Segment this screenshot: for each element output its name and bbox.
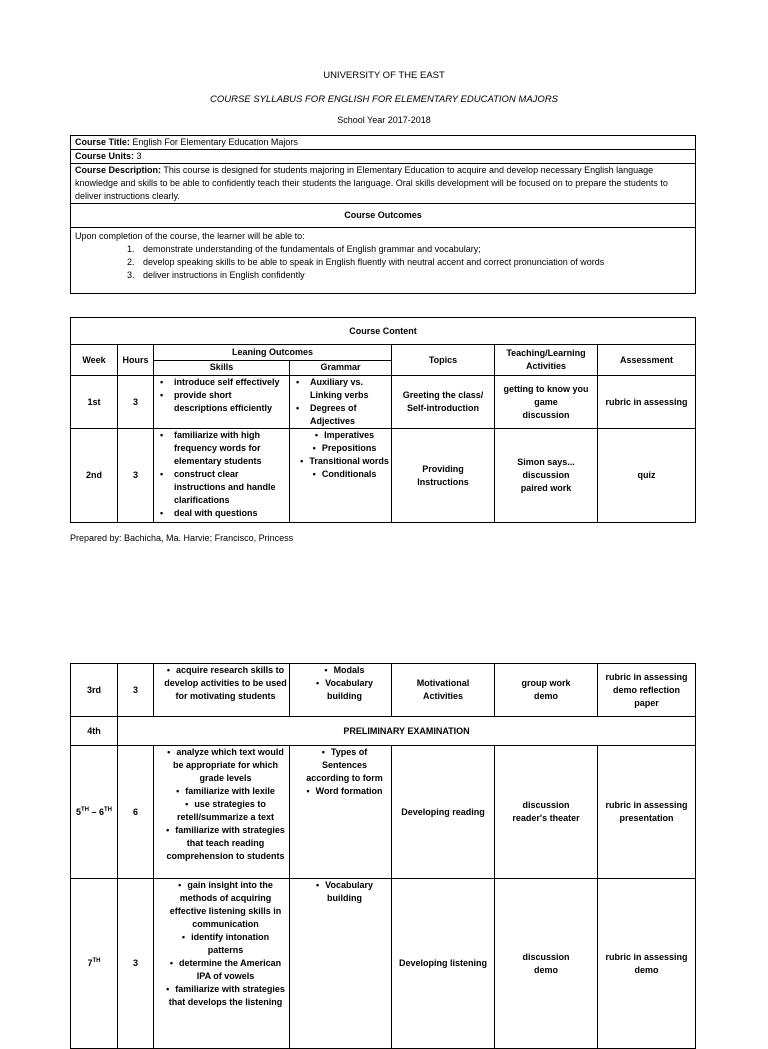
table-row <box>71 429 696 523</box>
grammar-cell <box>290 429 392 523</box>
grammar-list <box>292 746 389 798</box>
outcomes-intro: Upon completion of the course, the learner will be able to: <box>75 231 305 241</box>
header-skills: Skills <box>154 360 290 376</box>
activities-cell: getting to know you game discussion <box>495 376 598 429</box>
header-grammar: Grammar <box>290 360 392 376</box>
week-range: – 6 <box>89 806 105 817</box>
table-row <box>71 717 696 746</box>
course-content-continued-table <box>70 663 696 1049</box>
grammar-list <box>292 879 389 905</box>
hours-cell: 6 <box>118 746 154 879</box>
hours-cell: 3 <box>118 376 154 429</box>
hours-cell: 3 <box>118 664 154 717</box>
skills-cell <box>154 429 290 523</box>
course-outcomes-cell <box>71 228 696 294</box>
assessment-cell: rubric in assessing presentation <box>598 746 696 879</box>
list-item: • familiarize with strategies that develops the listening <box>156 983 287 1009</box>
list-item: • familiarize with lexile <box>156 785 287 798</box>
grammar-cell <box>290 879 392 1049</box>
header-week: Week <box>71 345 118 376</box>
week-suffix: TH <box>81 806 89 813</box>
list-item: • provide short descriptions efficiently <box>156 389 287 415</box>
list-item: • use strategies to retell/summarize a text <box>156 798 287 824</box>
list-item: • Conditionals <box>292 468 389 481</box>
week-cell <box>71 879 118 1049</box>
table-row <box>71 746 696 879</box>
week-cell <box>71 746 118 879</box>
exam-cell: PRELIMINARY EXAMINATION <box>118 717 696 746</box>
header-learning-outcomes: Leaning Outcomes <box>154 345 392 361</box>
week-number: 5 <box>75 806 81 817</box>
course-content-table <box>70 317 696 523</box>
activities-cell: discussion reader's theater <box>495 746 598 879</box>
grammar-cell <box>290 664 392 717</box>
topics-cell: Motivational Activities <box>392 664 495 717</box>
skills-list <box>156 429 287 520</box>
list-item: • Vocabulary building <box>292 879 389 905</box>
activities-cell: Simon says... discussion paired work <box>495 429 598 523</box>
topics-cell: Providing Instructions <box>392 429 495 523</box>
course-title-cell <box>71 136 696 150</box>
skills-cell <box>154 879 290 1049</box>
skills-cell <box>154 664 290 717</box>
activities-cell: discussion demo <box>495 879 598 1049</box>
list-item: • Imperatives <box>292 429 389 442</box>
hours-cell: 3 <box>118 879 154 1049</box>
list-item: • Degrees of Adjectives <box>292 402 389 428</box>
week-number: 7 <box>87 958 93 968</box>
skills-cell <box>154 746 290 879</box>
course-outcomes-heading: Course Outcomes <box>71 204 696 228</box>
assessment-cell: rubric in assessing <box>598 376 696 429</box>
header-topics: Topics <box>392 345 495 376</box>
list-item: • familiarize with high frequency words for elementary students <box>156 429 287 468</box>
list-item: • familiarize with strategies that teach reading comprehension to students <box>156 824 287 863</box>
prepared-by: Prepared by: Bachicha, Ma. Harvie; Francisco, Princess <box>70 533 294 543</box>
list-item: • Auxiliary vs. Linking verbs <box>292 376 389 402</box>
skills-list <box>156 746 287 863</box>
list-item: • Word formation <box>292 785 389 798</box>
grammar-cell <box>290 746 392 879</box>
week-cell: 2nd <box>71 429 118 523</box>
week-cell: 4th <box>71 717 118 746</box>
assessment-cell: rubric in assessing demo reflection paper <box>598 664 696 717</box>
course-info-table <box>70 135 696 294</box>
grammar-list <box>292 376 389 428</box>
table-row <box>71 376 696 429</box>
skills-list <box>156 376 287 415</box>
week-cell: 3rd <box>71 664 118 717</box>
list-item: • analyze which text would be appropriate for which grade levels <box>156 746 287 785</box>
header-assessment: Assessment <box>598 345 696 376</box>
course-title-label: Course Title: <box>75 137 130 147</box>
list-item: • deal with questions <box>156 507 287 520</box>
list-item: • identify intonation patterns <box>156 931 287 957</box>
list-item: • construct clear instructions and handle clarifications <box>156 468 287 507</box>
list-item: • Types of Sentences according to form <box>292 746 389 785</box>
topics-cell: Greeting the class/ Self-introduction <box>392 376 495 429</box>
course-content-heading: Course Content <box>71 318 696 345</box>
list-item: • Transitional words <box>292 455 389 468</box>
list-item: • determine the American IPA of vowels <box>156 957 287 983</box>
list-item: • Prepositions <box>292 442 389 455</box>
course-description-label: Course Description: <box>75 165 162 175</box>
activities-cell: group work demo <box>495 664 598 717</box>
week-suffix: TH <box>92 958 101 964</box>
week-suffix: TH <box>104 806 113 813</box>
header-activities: Teaching/Learning Activities <box>495 345 598 376</box>
table-row <box>71 879 696 1049</box>
course-units-label: Course Units: <box>75 151 135 161</box>
grammar-cell <box>290 376 392 429</box>
school-year: School Year 2017-2018 <box>337 115 431 125</box>
course-units-value: 3 <box>136 151 142 161</box>
header-hours: Hours <box>118 345 154 376</box>
course-units-cell <box>71 150 696 164</box>
outcome-item: 1. demonstrate understanding of the fundamentals of English grammar and vocabulary; <box>137 243 691 256</box>
topics-cell: Developing listening <box>392 879 495 1049</box>
list-item: • introduce self effectively <box>156 376 287 389</box>
university-name: UNIVERSITY OF THE EAST <box>323 70 445 81</box>
assessment-cell: quiz <box>598 429 696 523</box>
skills-list <box>156 664 287 703</box>
assessment-cell: rubric in assessing demo <box>598 879 696 1049</box>
course-description-value: This course is designed for students majoring in Elementary Education to acquire and develop necessary English language knowledge and skills to be able to confidently teach their students the language. Oral skills development will be focused on to prepare the students to deliver instructions clearly. <box>75 165 668 201</box>
outcome-item: 3. deliver instructions in English confidently <box>137 269 691 282</box>
list-item: • Modals <box>292 664 389 677</box>
table-row <box>71 664 696 717</box>
topics-cell: Developing reading <box>392 746 495 879</box>
outcomes-list <box>75 243 691 282</box>
week-cell: 1st <box>71 376 118 429</box>
outcome-item: 2. develop speaking skills to be able to speak in English fluently with neutral accent and correct pronunciation of words <box>137 256 691 269</box>
course-description-cell <box>71 164 696 204</box>
list-item: • gain insight into the methods of acquiring effective listening skills in communication <box>156 879 287 931</box>
hours-cell: 3 <box>118 429 154 523</box>
syllabus-title: COURSE SYLLABUS FOR ENGLISH FOR ELEMENTARY EDUCATION MAJORS <box>209 94 559 105</box>
grammar-list <box>292 664 389 703</box>
grammar-list <box>292 429 389 481</box>
course-title-value: English For Elementary Education Majors <box>132 137 298 147</box>
skills-cell <box>154 376 290 429</box>
list-item: • acquire research skills to develop activities to be used for motivating students <box>156 664 287 703</box>
skills-list <box>156 879 287 1009</box>
list-item: • Vocabulary building <box>292 677 389 703</box>
